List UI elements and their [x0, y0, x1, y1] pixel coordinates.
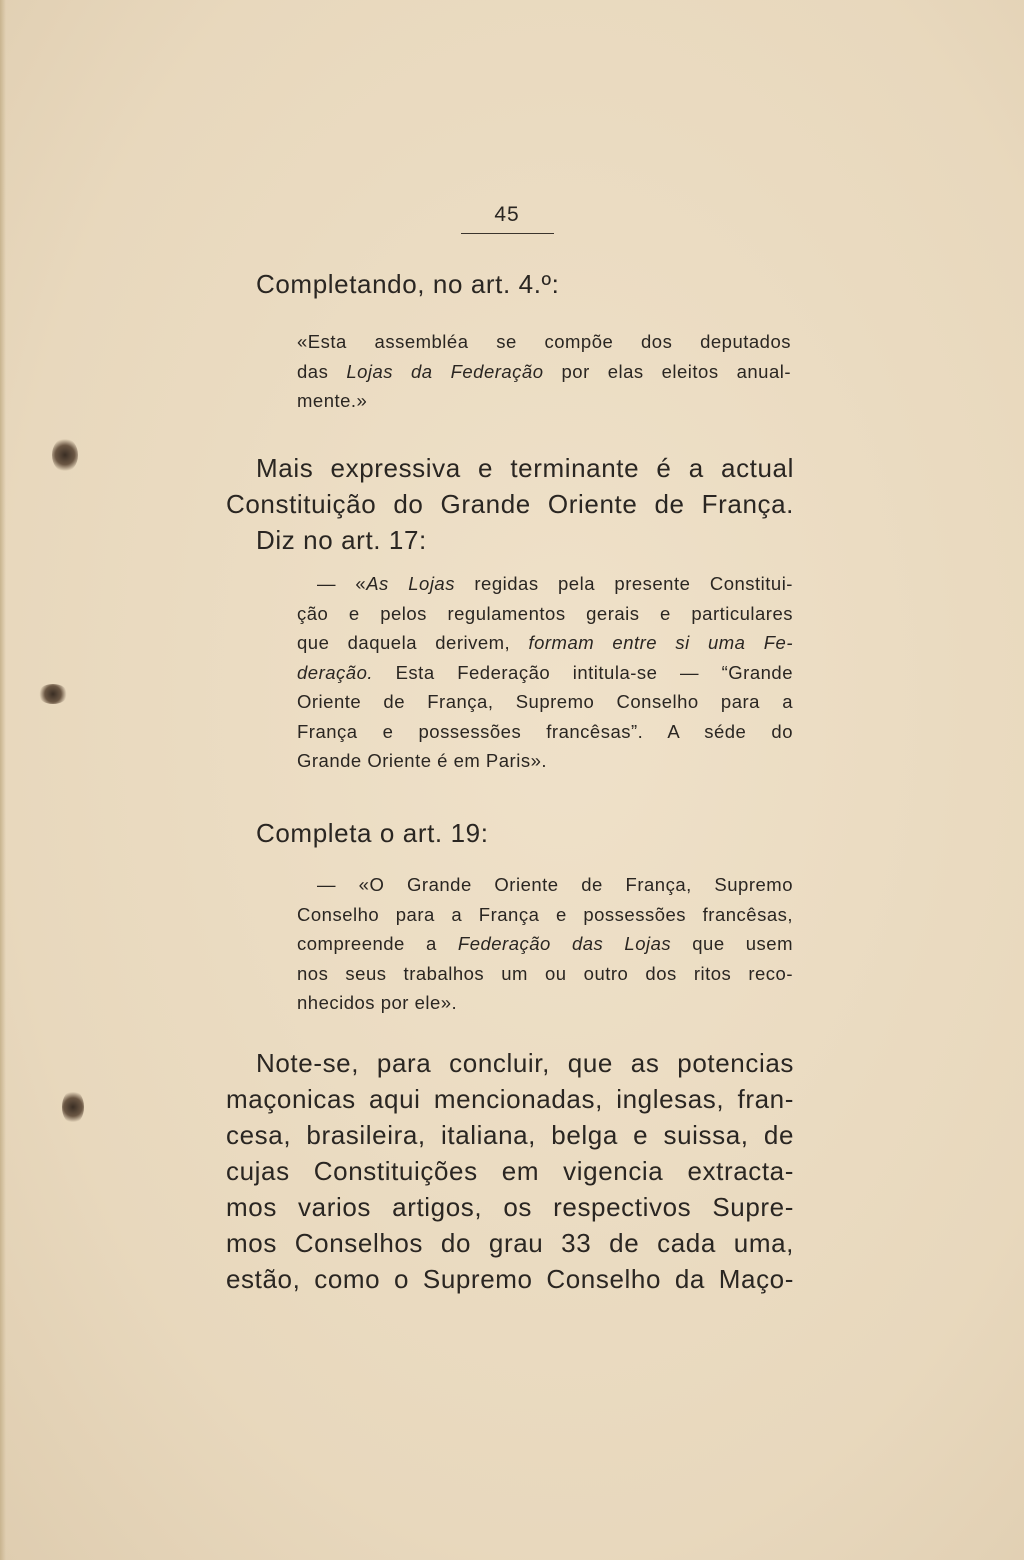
intro-art-19	[256, 815, 796, 851]
quote-line: — «As Lojas regidas pela presente Constitui-	[317, 573, 793, 594]
quote-line: França e possessões francêsas”. A séde do	[297, 720, 793, 742]
paragraph-line: Diz no art. 17:	[256, 525, 427, 555]
quote-line: nhecidos por ele».	[297, 992, 458, 1013]
quote-line: «Esta assembléa se compõe dos deputados	[297, 331, 791, 352]
binding-hole-1	[52, 438, 78, 472]
quote-line: nos seus trabalhos um ou outro dos ritos reco-	[297, 962, 793, 984]
intro-line: Completa o art. 19:	[256, 818, 489, 848]
page-edge	[0, 0, 6, 1560]
paragraph-2	[226, 1045, 794, 1297]
paragraph-line: cesa, brasileira, italiana, belga e suissa, de	[226, 1120, 794, 1150]
quote-line: Oriente de França, Supremo Conselho para a	[297, 691, 793, 712]
paragraph-line: cujas Constituições em vigencia extracta-	[226, 1156, 794, 1186]
paragraph-line: mos varios artigos, os respectivos Supre-	[226, 1192, 794, 1222]
intro-line: Completando, no art. 4.º:	[256, 269, 560, 299]
binding-hole-3	[62, 1090, 84, 1124]
paragraph-line: maçonicas aqui mencionadas, inglesas, fran-	[226, 1084, 794, 1114]
quote-line: que daquela derivem, formam entre si uma Fe-	[297, 632, 793, 653]
paragraph-1	[226, 450, 794, 558]
quote-line: ção e pelos regulamentos gerais e particulares	[297, 602, 793, 624]
quote-line: compreende a Federação das Lojas que usem	[297, 933, 793, 954]
page-number: 45	[494, 203, 520, 226]
intro-art-4	[256, 266, 796, 302]
quote-line: Grande Oriente é em Paris».	[297, 750, 547, 771]
quote-art-19	[297, 870, 793, 1018]
quote-line: deração. Esta Federação intitula-se — “Grande	[297, 661, 793, 683]
paragraph-line: Note-se, para concluir, que as potencias	[256, 1048, 794, 1078]
quote-art-4	[297, 327, 791, 416]
paragraph-line: Mais expressiva e terminante é a actual	[256, 453, 794, 483]
page-number-rule	[461, 233, 554, 234]
quote-line: mente.»	[297, 390, 368, 411]
quote-line: das Lojas da Federação por elas eleitos anual-	[297, 360, 792, 382]
quote-line: — «O Grande Oriente de França, Supremo	[317, 874, 793, 895]
paragraph-line: estão, como o Supremo Conselho da Maço-	[226, 1264, 794, 1294]
binding-hole-2	[38, 684, 68, 704]
quote-art-17	[297, 569, 793, 776]
quote-line: Conselho para a França e possessões francêsas,	[297, 903, 793, 925]
paragraph-line: Constituição do Grande Oriente de França.	[226, 489, 794, 519]
paragraph-line: mos Conselhos do grau 33 de cada uma,	[226, 1228, 794, 1258]
